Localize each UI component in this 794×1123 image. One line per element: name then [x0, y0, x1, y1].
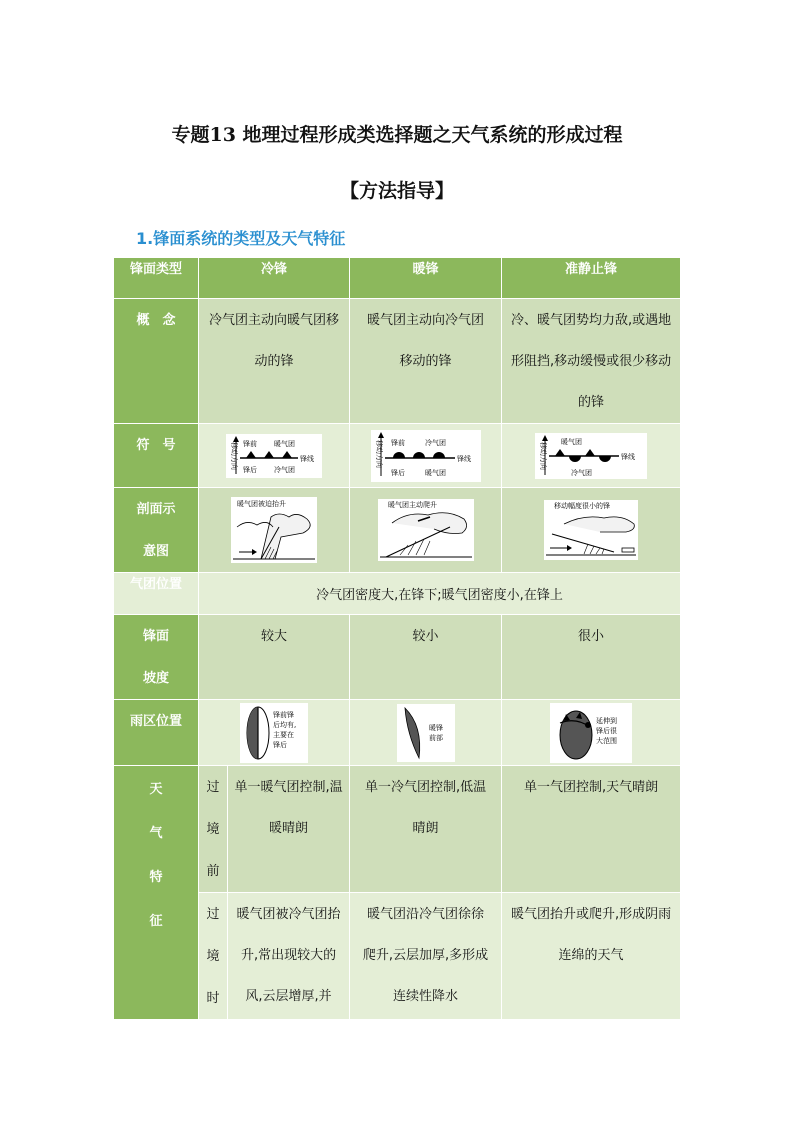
symbol-label: 符 号	[114, 424, 199, 488]
page-title: 专题13 地理过程形成类选择题之天气系统的形成过程	[171, 124, 623, 146]
weather-before-warm: 单一冷气团控制,低温晴朗	[350, 766, 502, 893]
svg-text:锋后很: 锋后很	[596, 726, 618, 735]
rain-cold	[199, 700, 350, 766]
cold-front-symbol	[226, 434, 322, 478]
warm-front-symbol	[371, 430, 481, 482]
slope-cold: 较大	[199, 615, 350, 700]
concept-stationary: 冷、暖气团势均力敌,或遇地形阻挡,移动缓慢或很少移动的锋	[502, 299, 681, 424]
svg-text:大范围: 大范围	[596, 736, 618, 745]
svg-text:锋前: 锋前	[390, 438, 405, 447]
svg-text:延伸到: 延伸到	[596, 716, 618, 725]
svg-text:暖气团被迫抬升: 暖气团被迫抬升	[237, 500, 286, 508]
svg-text:移动方向: 移动方向	[230, 441, 238, 470]
symbol-warm	[350, 424, 502, 488]
airmass-text: 冷气团密度大,在锋下;暖气团密度小,在锋上	[199, 573, 681, 615]
cold-rain-diagram	[240, 703, 308, 763]
stationary-front-symbol	[535, 433, 647, 479]
concept-label: 概 念	[114, 299, 199, 424]
slope-warm: 较小	[350, 615, 502, 700]
svg-text:锋线: 锋线	[300, 454, 314, 463]
svg-text:锋后: 锋后	[273, 740, 287, 749]
rain-warm	[350, 700, 502, 766]
weather-during-cold: 暖气团被冷气团抬升,常出现较大的风,云层增厚,并	[228, 893, 350, 1020]
weather-label: 天 气 特 征	[114, 766, 199, 1020]
slope-label: 锋面 坡度	[114, 615, 199, 700]
symbol-stationary	[502, 424, 681, 488]
slope-row	[114, 615, 681, 700]
svg-text:主要在: 主要在	[273, 730, 294, 739]
rain-stationary	[502, 700, 681, 766]
warm-front-diagram	[378, 499, 474, 561]
cold-front-diagram	[231, 497, 317, 563]
warm-rain-diagram	[397, 704, 455, 762]
header-front-type: 锋面类型	[114, 258, 199, 299]
weather-during-row	[114, 893, 681, 1020]
svg-text:锋前: 锋前	[243, 439, 257, 448]
svg-text:移动幅度很小的锋: 移动幅度很小的锋	[554, 502, 611, 510]
svg-text:锋后: 锋后	[243, 465, 257, 474]
svg-text:锋后: 锋后	[390, 468, 405, 477]
svg-text:暖气团主动爬升: 暖气团主动爬升	[387, 501, 437, 509]
header-stationary-front: 准静止锋	[502, 258, 681, 299]
svg-text:锋线: 锋线	[456, 454, 471, 463]
weather-before-label: 过 境 前	[199, 766, 228, 893]
slope-stationary: 很小	[502, 615, 681, 700]
weather-during-warm: 暖气团沿冷气团徐徐爬升,云层加厚,多形成连续性降水	[350, 893, 502, 1020]
symbol-row	[114, 424, 681, 488]
svg-text:前部: 前部	[428, 733, 443, 742]
svg-text:移动方向: 移动方向	[374, 439, 383, 468]
svg-text:锋线: 锋线	[621, 452, 636, 461]
page-subtitle: 【方法指导】	[339, 180, 454, 202]
header-row	[114, 258, 681, 299]
weather-before-row	[114, 766, 681, 893]
front-types-table	[113, 257, 681, 1020]
header-warm-front: 暖锋	[350, 258, 502, 299]
section-view-stationary	[502, 488, 681, 573]
concept-cold: 冷气团主动向暖气团移动的锋	[199, 299, 350, 424]
svg-text:暖锋: 暖锋	[428, 723, 443, 732]
symbol-cold	[199, 424, 350, 488]
weather-during-label: 过 境 时	[199, 893, 228, 1020]
weather-during-stationary: 暖气团抬升或爬升,形成阴雨连绵的天气	[502, 893, 681, 1020]
rain-label: 雨区位置	[114, 700, 199, 766]
stationary-front-diagram	[544, 500, 638, 560]
weather-before-cold: 单一暖气团控制,温暖晴朗	[228, 766, 350, 893]
svg-text:暖气团: 暖气团	[274, 439, 295, 448]
section-view-label: 剖面示 意图	[114, 488, 199, 573]
svg-text:冷气团: 冷气团	[571, 468, 593, 477]
rain-row	[114, 700, 681, 766]
svg-text:暖气团: 暖气团	[424, 468, 446, 477]
section-view-cold	[199, 488, 350, 573]
concept-warm: 暖气团主动向冷气团移动的锋	[350, 299, 502, 424]
section-view-warm	[350, 488, 502, 573]
stationary-rain-diagram	[550, 703, 632, 763]
section-view-row	[114, 488, 681, 573]
weather-before-stationary: 单一气团控制,天气晴朗	[502, 766, 681, 893]
svg-text:锋前锋: 锋前锋	[273, 710, 294, 719]
concept-row	[114, 299, 681, 424]
svg-text:冷气团: 冷气团	[424, 438, 446, 447]
airmass-row	[114, 573, 681, 615]
svg-text:后均有,: 后均有,	[273, 720, 297, 729]
section-heading: 1.锋面系统的类型及天气特征	[136, 229, 346, 248]
svg-text:移动方向: 移动方向	[539, 441, 548, 470]
airmass-label: 气团位置	[114, 573, 199, 615]
header-cold-front: 冷锋	[199, 258, 350, 299]
svg-text:暖气团: 暖气团	[561, 437, 583, 446]
svg-text:冷气团: 冷气团	[274, 465, 295, 474]
